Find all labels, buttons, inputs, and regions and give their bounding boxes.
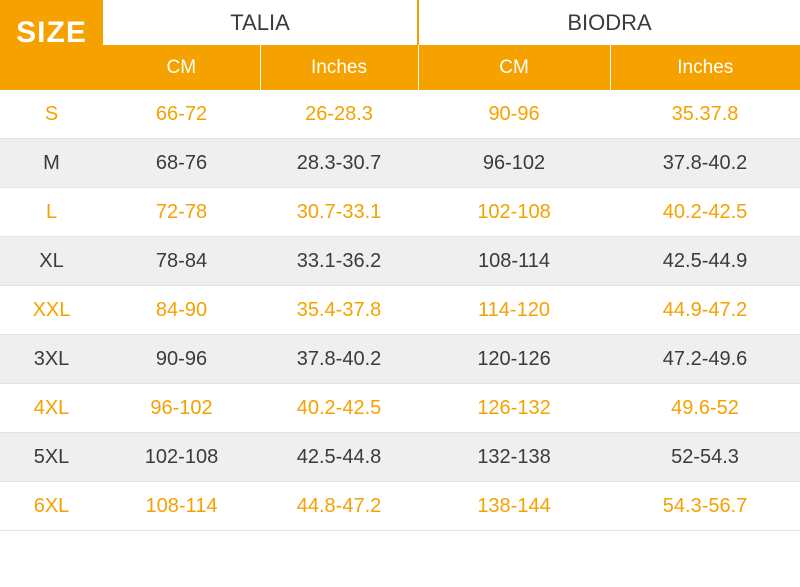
row-size: XXL xyxy=(0,286,103,335)
row-size: XL xyxy=(0,237,103,286)
row-waist-cm: 84-90 xyxy=(103,286,260,335)
row-waist-inches: 40.2-42.5 xyxy=(260,384,418,433)
row-waist-inches: 28.3-30.7 xyxy=(260,139,418,188)
row-hip-inches: 40.2-42.5 xyxy=(610,188,800,237)
row-hip-cm: 108-114 xyxy=(418,237,610,286)
table-row xyxy=(0,384,800,433)
row-size: 4XL xyxy=(0,384,103,433)
row-hip-cm: 96-102 xyxy=(418,139,610,188)
header-sub-talia-inches: Inches xyxy=(260,45,418,90)
row-hip-inches: 52-54.3 xyxy=(610,433,800,482)
row-waist-cm: 90-96 xyxy=(103,335,260,384)
header-group-biodra: BIODRA xyxy=(418,0,800,45)
row-hip-inches: 42.5-44.9 xyxy=(610,237,800,286)
row-hip-cm: 114-120 xyxy=(418,286,610,335)
table-row xyxy=(0,433,800,482)
header-size-label: SIZE xyxy=(16,16,87,49)
table-row xyxy=(0,482,800,531)
row-hip-cm: 120-126 xyxy=(418,335,610,384)
row-size: 3XL xyxy=(0,335,103,384)
row-waist-inches: 26-28.3 xyxy=(260,90,418,139)
header-size-cell xyxy=(0,0,103,90)
row-waist-cm: 102-108 xyxy=(103,433,260,482)
row-hip-cm: 138-144 xyxy=(418,482,610,531)
row-hip-cm: 126-132 xyxy=(418,384,610,433)
row-size: L xyxy=(0,188,103,237)
table-row xyxy=(0,139,800,188)
row-size: S xyxy=(0,90,103,139)
header-sub-biodra-cm: CM xyxy=(418,45,610,90)
row-hip-inches: 54.3-56.7 xyxy=(610,482,800,531)
row-hip-cm: 102-108 xyxy=(418,188,610,237)
table-header xyxy=(0,0,800,90)
header-group-talia: TALIA xyxy=(103,0,418,45)
table-row xyxy=(0,188,800,237)
row-waist-cm: 66-72 xyxy=(103,90,260,139)
table-row xyxy=(0,335,800,384)
row-size: M xyxy=(0,139,103,188)
row-waist-inches: 33.1-36.2 xyxy=(260,237,418,286)
row-waist-cm: 72-78 xyxy=(103,188,260,237)
row-waist-cm: 108-114 xyxy=(103,482,260,531)
row-hip-inches: 44.9-47.2 xyxy=(610,286,800,335)
row-hip-inches: 47.2-49.6 xyxy=(610,335,800,384)
row-waist-inches: 42.5-44.8 xyxy=(260,433,418,482)
table-row xyxy=(0,90,800,139)
row-hip-inches: 35.37.8 xyxy=(610,90,800,139)
footer-spacer xyxy=(0,531,800,571)
header-sub-row xyxy=(0,45,800,90)
row-hip-cm: 132-138 xyxy=(418,433,610,482)
row-size: 6XL xyxy=(0,482,103,531)
table-body xyxy=(0,90,800,531)
header-group-row xyxy=(0,0,800,45)
row-waist-cm: 78-84 xyxy=(103,237,260,286)
row-waist-cm: 96-102 xyxy=(103,384,260,433)
header-sub-biodra-inches: Inches xyxy=(610,45,800,90)
row-waist-inches: 30.7-33.1 xyxy=(260,188,418,237)
row-hip-inches: 37.8-40.2 xyxy=(610,139,800,188)
table-row xyxy=(0,286,800,335)
row-waist-cm: 68-76 xyxy=(103,139,260,188)
row-waist-inches: 35.4-37.8 xyxy=(260,286,418,335)
row-waist-inches: 37.8-40.2 xyxy=(260,335,418,384)
table-row xyxy=(0,237,800,286)
row-hip-cm: 90-96 xyxy=(418,90,610,139)
header-sub-talia-cm: CM xyxy=(103,45,260,90)
row-size: 5XL xyxy=(0,433,103,482)
row-waist-inches: 44.8-47.2 xyxy=(260,482,418,531)
row-hip-inches: 49.6-52 xyxy=(610,384,800,433)
